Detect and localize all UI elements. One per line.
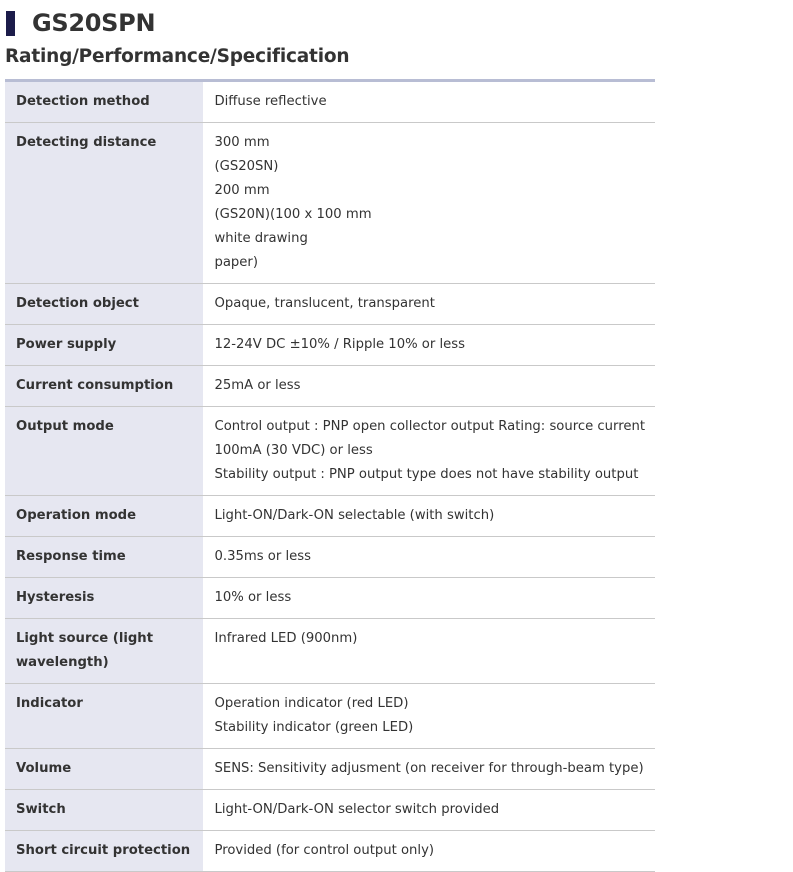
spec-label: Indicator — [5, 684, 203, 749]
spec-value — [203, 284, 655, 325]
spec-value — [203, 123, 655, 284]
spec-label: Detection method — [5, 81, 203, 123]
spec-value — [203, 684, 655, 749]
spec-value-line: Control output : PNP open collector output Rating: source current — [214, 419, 645, 434]
spec-value — [203, 81, 655, 123]
spec-value — [203, 790, 655, 831]
spec-label: Hysteresis — [5, 578, 203, 619]
spec-table-body — [5, 81, 655, 872]
spec-value — [203, 749, 655, 790]
spec-value-line: 300 mm — [214, 135, 270, 150]
spec-value — [203, 578, 655, 619]
spec-label: Current consumption — [5, 366, 203, 407]
spec-row — [5, 325, 655, 366]
spec-row — [5, 578, 655, 619]
spec-row — [5, 496, 655, 537]
spec-value — [203, 831, 655, 872]
spec-label: Power supply — [5, 325, 203, 366]
spec-value — [203, 496, 655, 537]
spec-value-line: Operation indicator (red LED) — [214, 696, 409, 711]
spec-row — [5, 684, 655, 749]
spec-row — [5, 81, 655, 123]
spec-value-line: Light-ON/Dark-ON selector switch provided — [214, 802, 500, 817]
spec-value-line: Infrared LED (900nm) — [214, 631, 358, 646]
spec-value-line: 12-24V DC ±10% / Ripple 10% or less — [214, 337, 466, 352]
spec-row — [5, 537, 655, 578]
spec-value-line: Opaque, translucent, transparent — [214, 296, 435, 311]
spec-value-line: (GS20SN) — [214, 159, 279, 174]
spec-row — [5, 407, 655, 496]
spec-row — [5, 366, 655, 407]
spec-row — [5, 284, 655, 325]
heading-accent-bar — [6, 11, 15, 36]
spec-value-line: 0.35ms or less — [214, 549, 311, 564]
spec-value-line: Stability indicator (green LED) — [214, 720, 414, 735]
spec-row — [5, 619, 655, 684]
spec-value-line: 25mA or less — [214, 378, 301, 393]
spec-row — [5, 831, 655, 872]
spec-row — [5, 123, 655, 284]
spec-label: Light source (light wavelength) — [5, 619, 203, 684]
section-title: Rating/Performance/Specification — [5, 46, 350, 67]
spec-value-line: Provided (for control output only) — [214, 843, 435, 858]
model-heading — [6, 8, 155, 38]
spec-label: Response time — [5, 537, 203, 578]
spec-value-line: paper) — [214, 255, 258, 270]
spec-table — [5, 79, 655, 872]
spec-row — [5, 790, 655, 831]
spec-value-line: 100mA (30 VDC) or less — [214, 443, 373, 458]
spec-row — [5, 749, 655, 790]
spec-value — [203, 407, 655, 496]
spec-value — [203, 619, 655, 684]
model-title: GS20SPN — [32, 9, 156, 37]
spec-label: Switch — [5, 790, 203, 831]
spec-value — [203, 366, 655, 407]
spec-value-line: 10% or less — [214, 590, 292, 605]
spec-value-line: 200 mm — [214, 183, 270, 198]
spec-value — [203, 537, 655, 578]
spec-value-line: Stability output : PNP output type does not have stability output — [214, 467, 639, 482]
spec-value-line: Diffuse reflective — [214, 94, 327, 109]
spec-label: Short circuit protection — [5, 831, 203, 872]
spec-label: Detection object — [5, 284, 203, 325]
spec-label: Output mode — [5, 407, 203, 496]
spec-value-line: Light-ON/Dark-ON selectable (with switch) — [214, 508, 495, 523]
spec-label: Operation mode — [5, 496, 203, 537]
spec-value-line: SENS: Sensitivity adjusment (on receiver for through-beam type) — [214, 761, 644, 776]
spec-label: Volume — [5, 749, 203, 790]
spec-value — [203, 325, 655, 366]
spec-value-line: (GS20N)(100 x 100 mm — [214, 207, 372, 222]
spec-value-line: white drawing — [214, 231, 308, 246]
spec-label: Detecting distance — [5, 123, 203, 284]
